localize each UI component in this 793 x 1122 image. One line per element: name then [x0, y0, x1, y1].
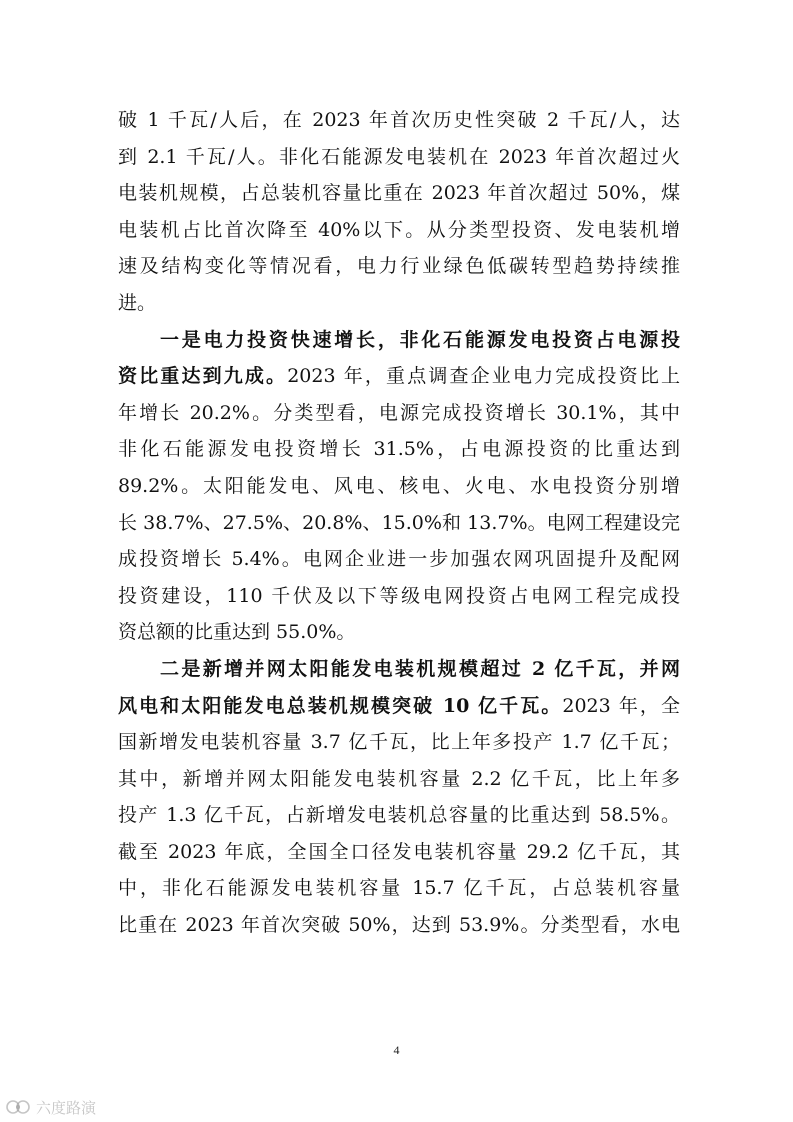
text-span: 2023 年，全: [562, 694, 680, 717]
text-line: 长 38.7%、27.5%、20.8%、15.0%和 13.7%。电网工程建设完: [118, 511, 680, 534]
text-line: 进。: [118, 291, 157, 314]
text-line: 投资建设，110 千伏及以下等级电网投资占电网工程完成投: [118, 584, 680, 607]
text-line: [118, 688, 680, 725]
page-number: 4: [393, 1043, 400, 1057]
text-line: 年增长 20.2%。分类型看，电源完成投资增长 30.1%，其中: [118, 401, 680, 424]
text-line: 89.2%。太阳能发电、风电、核电、火电、水电投资分别增: [118, 474, 680, 497]
text-line: 电装机占比首次降至 40%以下。从分类型投资、发电装机增: [118, 218, 680, 241]
text-line: 到 2.1 千瓦/人。非化石能源发电装机在 2023 年首次超过火: [118, 145, 680, 168]
text-line: 电装机规模，占总装机容量比重在 2023 年首次超过 50%，煤: [118, 182, 680, 205]
text-line: 中，非化石能源发电装机容量 15.7 亿千瓦，占总装机容量: [118, 877, 680, 900]
section-heading-2: 二是新增并网太阳能发电装机规模超过 2 亿千瓦，并网: [160, 657, 680, 680]
text-line: 投产 1.3 亿千瓦，占新增发电装机总容量的比重达到 58.5%。: [118, 804, 680, 827]
section-heading-2-cont: 风电和太阳能发电总装机规模突破 10 亿千瓦。: [118, 694, 563, 717]
watermark-text: 六度路演: [36, 1098, 97, 1117]
text-line: 破 1 千瓦/人后，在 2023 年首次历史性突破 2 千瓦/人，达: [118, 109, 680, 131]
text-line: 截至 2023 年底，全国全口径发电装机容量 29.2 亿千瓦，其: [118, 840, 680, 863]
text-line: 成投资增长 5.4%。电网企业进一步加强农网巩固提升及配网: [118, 548, 680, 571]
text-span: 2023 年，重点调查企业电力完成投资比上: [287, 365, 680, 388]
text-line: 国新增发电装机容量 3.7 亿千瓦，比上年多投产 1.7 亿千瓦；: [118, 731, 680, 754]
text-line: 资总额的比重达到 55.0%。: [118, 621, 356, 644]
text-line: 非化石能源发电投资增长 31.5%，占电源投资的比重达到: [118, 438, 680, 461]
watermark-logo-icon: [6, 1098, 32, 1116]
section-heading-1-cont: 资比重达到九成。: [118, 365, 288, 388]
section-heading-1: 一是电力投资快速增长，非化石能源发电投资占电源投: [160, 328, 680, 351]
text-line: 比重在 2023 年首次突破 50%，达到 53.9%。分类型看，水电: [118, 914, 680, 937]
body-text: [118, 102, 680, 944]
text-line: 速及结构变化等情况看，电力行业绿色低碳转型趋势持续推: [118, 255, 680, 278]
watermark: [6, 1096, 96, 1118]
text-line: [118, 358, 680, 395]
text-line: 其中，新增并网太阳能发电装机容量 2.2 亿千瓦，比上年多: [118, 767, 680, 790]
